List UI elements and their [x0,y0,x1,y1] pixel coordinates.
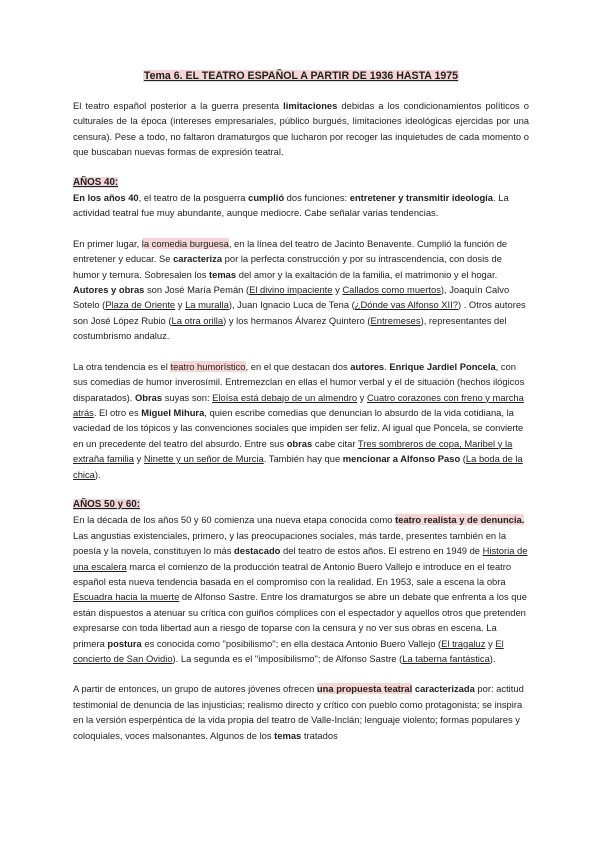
paragraph-comedia-burguesa: En primer lugar, la comedia burguesa, en la línea del teatro de Jacinto Benavente. Cumplió la función de entretener y educar. Se caracteriza por la perfecta construcción y por su intrascendencia, con dosis de humor y ternura. Sobresalen los temas del amor y la exaltación de la familia, el matrimonio y el hogar. Autores y obras son José María Pemán (El divino impaciente y Callados como muertos), Joaquín Calvo Sotelo (Plaza de Oriente y La muralla), Juan Ignacio Luca de Tena (¿Dónde vas Alfonso XII?) . Otros autores son José López Rubio (La otra orilla) y los hermanos Álvarez Quintero (Entremeses), representantes del costumbrismo andaluz. [73,237,526,342]
document-page [73,70,529,743]
document-title: Tema 6. EL TEATRO ESPAÑOL A PARTIR DE 1936 HASTA 1975 [143,70,459,82]
paragraph-propuesta-teatral: A partir de entonces, un grupo de autores jóvenes ofrecen una propuesta teatral caracterizada por: actitud testimonial de denuncia de las injusticias; realismo directo y crítico con pueblo como protagonista; se inspira en la versión esperpéntica de la vida propia del teatro de Valle-Inclán; lenguaje violento; formas populares y coloquiales, voces malsonantes. Algunos de los temas tratados [73,683,524,741]
section-heading-40s: AÑOS 40: [73,176,119,188]
section-heading-50s-60s: AÑOS 50 y 60: [73,498,140,510]
paragraph-teatro-realista: En la década de los años 50 y 60 comienza una nueva etapa conocida como teatro realista y de denuncia. Las angustias existenciales, primero, y las preocupaciones sociales, más tarde, presentes también en la poesía y la novela, constituyen lo más destacado del teatro de estos años. El estreno en 1949 de Historia de una escalera marca el comienzo de la producción teatral de Antonio Buero Vallejo e introduce en el teatro español esta nueva tendencia basada en el compromiso con la realidad. En 1953, sale a escena la obra Escuadra hacia la muerte de Alfonso Sastre. Entre los dramaturgos se abre un debate que enfrenta a los que están dispuestos a atenuar su crítica con guiños cómplices con el espectador y aquellos otros que pretenden expresarse con toda libertad aun a riesgo de toparse con la censura y no ver sus obras en escena. La primera postura es conocida como "posibilismo"; en ella destaca Antonio Buero Vallejo (El tragaluz y El concierto de San Ovidio). La segunda es el "imposibilismo"; de Alfonso Sastre (La taberna fantástica). [73,514,528,664]
intro-paragraph: El teatro español posterior a la guerra presenta limitaciones debidas a los condicionamientos políticos o culturales de la época (intereses empresariales, público burgués, limitaciones ideológicas ejercidas por una censura). Pese a todo, no faltaron dramaturgos que lucharon por recoger las inquietudes de cada momento o que buscaban nuevas formas de expresión teatral. [73,100,529,158]
paragraph-teatro-humoristico: La otra tendencia es el teatro humorístico, en el que destacan dos autores. Enrique Jardiel Poncela, con sus comedias de humor inverosímil. Entremezclan en ellas el humor verbal y el de situación (hechos ilógicos disparatados). Obras suyas son: Eloísa está debajo de un almendro y Cuatro corazones con freno y marcha atrás. El otro es Miguel Mihura, quien escribe comedias que denuncian lo absurdo de la vida cotidiana, la vaciedad de los tópicos y las convenciones sociales que impiden ser feliz. Al igual que Poncela, se convierte en un precedente del teatro del absurdo. Entre sus obras cabe citar Tres sombreros de copa, Maribel y la extraña familia y Ninette y un señor de Murcia. También hay que mencionar a Alfonso Paso (La boda de la chica). [73,360,525,480]
paragraph-40s-intro: En los años 40, el teatro de la posguerra cumplió dos funciones: entretener y transmitir ideología. La actividad teatral fue muy abundante, aunque mediocre. Cabe señalar varias tendencias. [73,192,509,219]
